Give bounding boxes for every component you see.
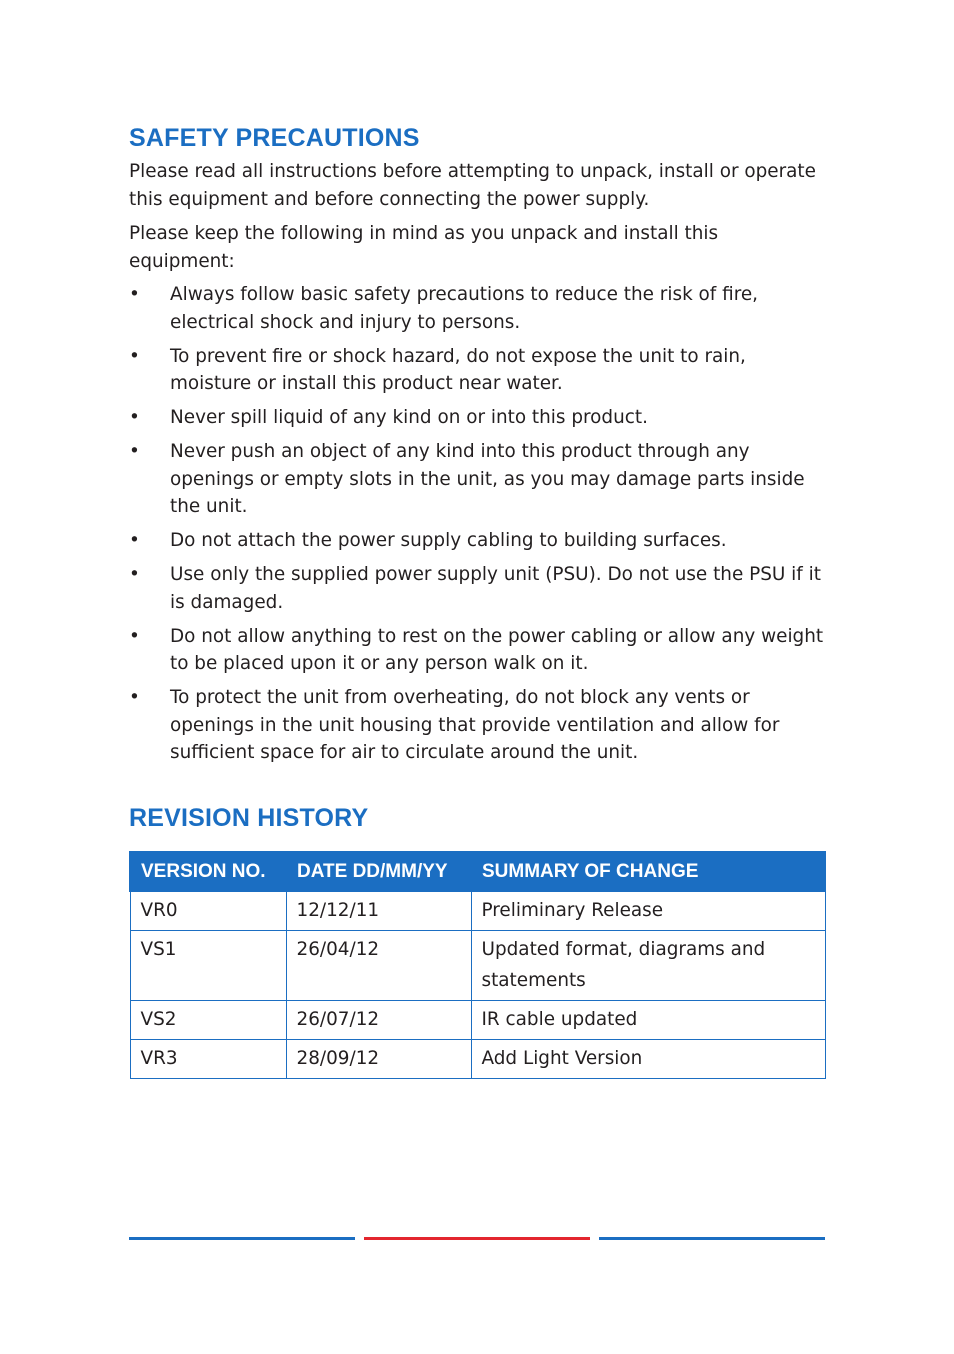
summary-cell: Preliminary Release: [471, 891, 825, 931]
version-cell: VS2: [130, 1001, 286, 1040]
date-cell: 26/04/12: [286, 931, 471, 1001]
date-cell: 12/12/11: [286, 891, 471, 931]
bullet-icon: •: [129, 687, 140, 708]
bullet-text: Use only the supplied power supply unit (PSU). Do not use the PSU if it is damaged.: [170, 564, 821, 613]
summary-cell: Add Light Version: [471, 1040, 825, 1079]
bullet-text: Do not allow anything to rest on the power cabling or allow any weight to be placed upon it or any person walk on it.: [170, 625, 824, 674]
list-item: [129, 343, 825, 398]
bullet-text: Never spill liquid of any kind on or into this product.: [170, 407, 648, 428]
safety-intro-paragraph: Please read all instructions before attempting to unpack, install or operate this equipment and before connecting the power supply.: [129, 161, 816, 210]
version-cell: VR3: [130, 1040, 286, 1079]
date-cell: 28/09/12: [286, 1040, 471, 1079]
bullet-icon: •: [129, 407, 140, 428]
footer-divider-right: [599, 1237, 825, 1240]
summary-cell: IR cable updated: [471, 1001, 825, 1040]
bullet-text: Always follow basic safety precautions to reduce the risk of fire, electrical shock and injury to persons.: [170, 284, 759, 333]
summary-cell: Updated format, diagrams and statements: [471, 931, 825, 1001]
column-header-version: VERSION NO.: [130, 852, 286, 891]
bullet-icon: •: [129, 284, 140, 305]
column-header-date: DATE DD/MM/YY: [286, 852, 471, 891]
version-cell: VS1: [130, 931, 286, 1001]
safety-reminder-paragraph: Please keep the following in mind as you unpack and install this equipment:: [129, 223, 719, 272]
table-header-row: [130, 852, 825, 891]
list-item: [129, 561, 825, 616]
list-item: [129, 684, 825, 767]
table-row: [130, 1040, 825, 1079]
safety-bullet-list: [129, 281, 825, 773]
footer-divider-middle: [364, 1237, 590, 1240]
date-cell: 26/07/12: [286, 1001, 471, 1040]
bullet-text: Do not attach the power supply cabling to building surfaces.: [170, 530, 727, 551]
bullet-icon: •: [129, 345, 140, 367]
column-header-summary: SUMMARY OF CHANGE: [471, 852, 825, 891]
list-item: [129, 527, 825, 555]
bullet-icon: •: [129, 564, 140, 585]
revision-history-heading: REVISION HISTORY: [129, 804, 369, 832]
bullet-text: To protect the unit from overheating, do not block any vents or openings in the unit housing that provide ventilation and allow for sufficient space for air to circulate around the unit.: [170, 687, 780, 763]
safety-precautions-heading: SAFETY PRECAUTIONS: [129, 124, 420, 152]
table-row: [130, 891, 825, 931]
bullet-text: Never push an object of any kind into this product through any openings or empty slots in the unit, as you may damage parts inside the unit.: [170, 441, 805, 517]
version-cell: VR0: [130, 891, 286, 931]
bullet-text: To prevent fire or shock hazard, do not expose the unit to rain, moisture or install this product near water.: [170, 345, 746, 394]
revision-history-table: [129, 851, 826, 1079]
bullet-icon: •: [129, 441, 140, 462]
footer-divider-left: [129, 1237, 355, 1240]
bullet-icon: •: [129, 625, 140, 647]
table-row: [130, 931, 825, 1001]
table-row: [130, 1001, 825, 1040]
list-item: [129, 404, 825, 432]
bullet-icon: •: [129, 530, 140, 551]
list-item: [129, 623, 825, 678]
list-item: [129, 438, 825, 521]
list-item: [129, 281, 825, 336]
